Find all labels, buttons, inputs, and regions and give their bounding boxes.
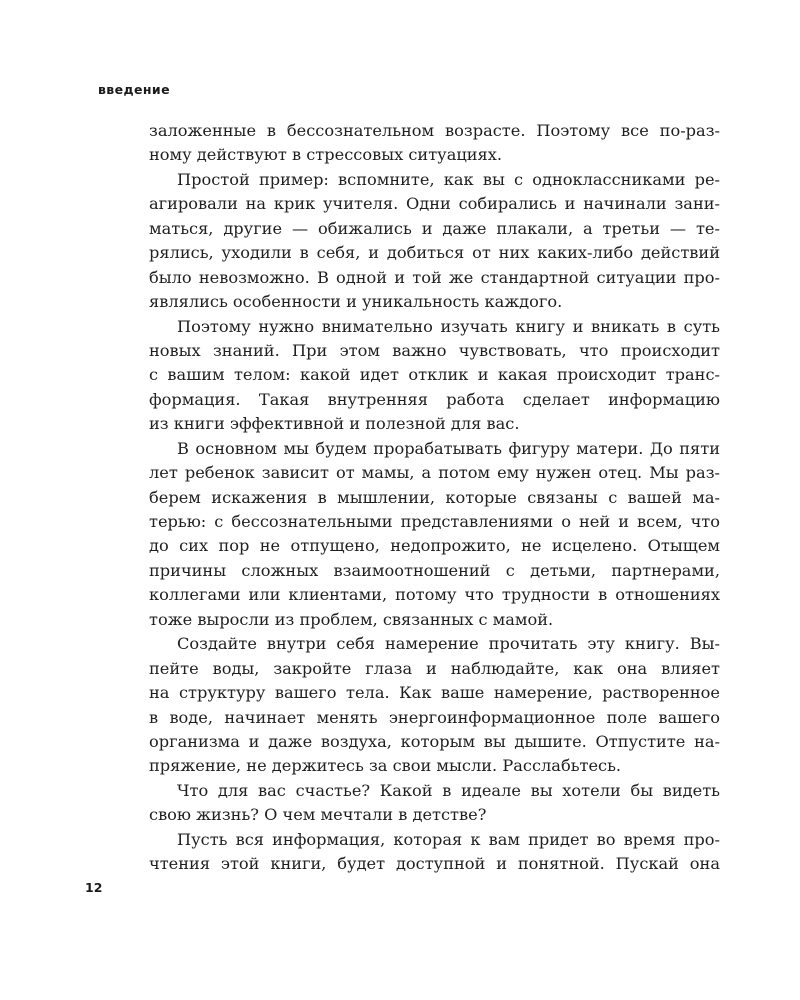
text-line: ному действуют в стрессовых ситуациях.	[149, 145, 503, 165]
text-line: было невозможно. В одной и той же стандартной ситуации про-	[149, 267, 720, 287]
text-line: рялись, уходили в себя, и добиться от них каких-либо действий	[149, 243, 720, 263]
text-line: Создайте внутри себя намерение прочитать эту книгу. Вы-	[177, 634, 720, 654]
text-line: в воде, начинает менять энергоинформационное поле вашего	[149, 707, 720, 727]
text-line: Что для вас счастье? Какой в идеале вы хотели бы видеть	[177, 780, 720, 800]
running-head: введение	[98, 82, 170, 97]
paragraph	[149, 632, 720, 779]
text-line: пряжение, не держитесь за свои мысли. Расслабьтесь.	[149, 756, 622, 776]
text-line: В основном мы будем прорабатывать фигуру матери. До пяти	[177, 438, 720, 458]
text-line: лет ребенок зависит от мамы, а потом ему нужен отец. Мы раз-	[149, 463, 720, 483]
text-line: заложенные в бессознательном возрасте. Поэтому все по-раз-	[149, 121, 720, 140]
paragraph	[149, 119, 720, 168]
body-text	[149, 119, 720, 877]
text-line: Простой пример: вспомните, как вы с одноклассниками ре-	[177, 169, 720, 189]
text-line: свою жизнь? О чем мечтали в детстве?	[149, 805, 487, 825]
text-line: с вашим телом: какой идет отклик и какая происходит транс-	[149, 365, 720, 385]
text-line: формация. Такая внутренняя работа сделает информацию	[149, 389, 720, 409]
text-line: Поэтому нужно внимательно изучать книгу и вникать в суть	[177, 316, 720, 336]
paragraph	[149, 828, 720, 877]
text-line: до сих пор не отпущено, недопрожито, не исцелено. Отыщем	[149, 536, 720, 556]
paragraph	[149, 779, 720, 828]
paragraph	[149, 168, 720, 315]
text-line: пейте воды, закройте глаза и наблюдайте, как она влияет	[149, 658, 720, 678]
text-line: берем искажения в мышлении, которые связаны с вашей ма-	[149, 487, 720, 507]
text-line: организма и даже воздуха, которым вы дышите. Отпустите на-	[149, 731, 720, 751]
text-line: терью: с бессознательными представлениями о ней и всем, что	[149, 512, 720, 531]
paragraph	[149, 315, 720, 437]
text-line: коллегами или клиентами, потому что трудности в отношениях	[149, 585, 720, 605]
text-line: причины сложных взаимоотношений с детьми, партнерами,	[149, 560, 720, 580]
text-line: чтения этой книги, будет доступной и понятной. Пускай она	[149, 854, 720, 874]
text-line: тоже выросли из проблем, связанных с мамой.	[149, 609, 554, 629]
text-line: Пусть вся информация, которая к вам придет во время про-	[177, 829, 720, 849]
text-line: новых знаний. При этом важно чувствовать, что происходит	[149, 340, 720, 360]
text-line: являлись особенности и уникальность каждого.	[149, 292, 563, 312]
text-line: на структуру вашего тела. Как ваше намерение, растворенное	[149, 683, 720, 703]
text-line: маться, другие — обижались и даже плакали, а третьи — те-	[149, 218, 720, 238]
text-line: агировали на крик учителя. Одни собирались и начинали зани-	[149, 194, 720, 214]
page-number: 12	[85, 880, 103, 895]
text-line: из книги эффективной и полезной для вас.	[149, 414, 520, 434]
paragraph	[149, 437, 720, 633]
